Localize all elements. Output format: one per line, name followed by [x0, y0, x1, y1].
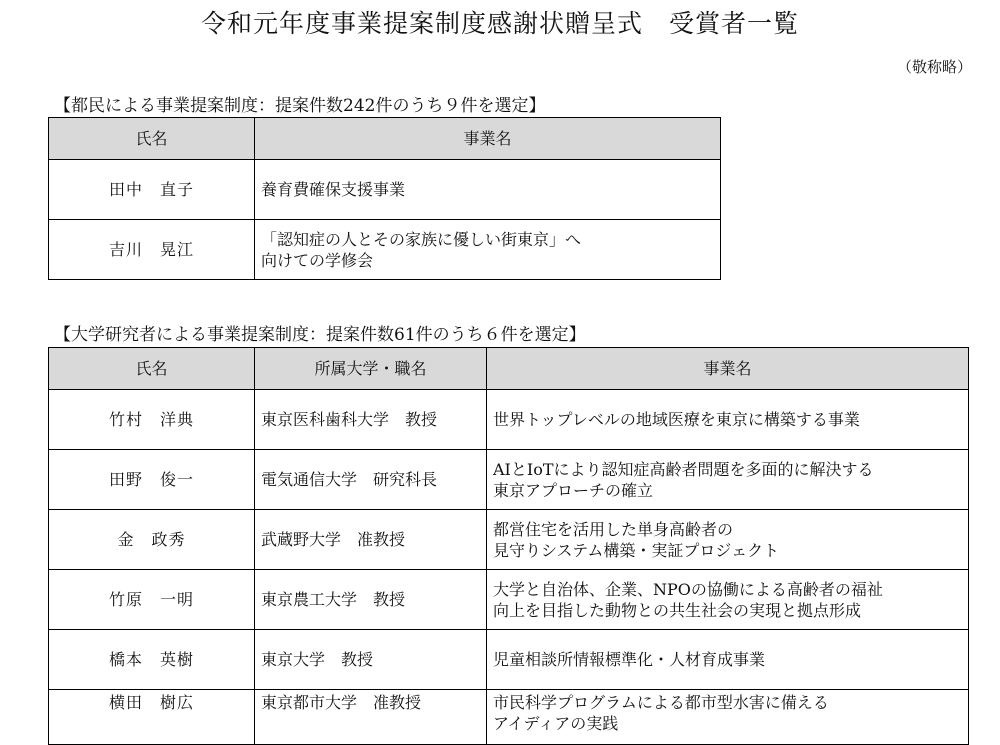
project-name: 世界トップレベルの地域医療を東京に構築する事業 [487, 390, 969, 450]
page-title: 令和元年度事業提案制度感謝状贈呈式 受賞者一覧 [200, 9, 799, 38]
table-row [49, 160, 721, 220]
awardee-name: 金 政秀 [49, 510, 255, 570]
awardee-name: 橋本 英樹 [49, 630, 255, 690]
citizen-proposals-table [48, 117, 721, 280]
table-row [49, 390, 969, 450]
project-name: 市民科学プログラムによる都市型水害に備える アイディアの実践 [487, 690, 969, 745]
section1-heading: 【都民による事業提案制度：提案件数242件のうち９件を選定】 [54, 96, 546, 116]
university-proposals-table [48, 347, 969, 745]
awardee-name: 竹村 洋典 [49, 390, 255, 450]
affiliation: 東京大学 教授 [255, 630, 487, 690]
project-name: 大学と自治体、企業、NPOの協働による高齢者の福祉 向上を目指した動物との共生社会の実現と拠点形成 [487, 570, 969, 630]
section2-heading: 【大学研究者による事業提案制度：提案件数61件のうち６件を選定】 [54, 325, 586, 345]
table-header-row [49, 118, 721, 160]
table-row [49, 690, 969, 745]
column-header-project: 事業名 [487, 348, 969, 390]
awardee-name: 田中 直子 [49, 160, 255, 220]
affiliation: 電気通信大学 研究科長 [255, 450, 487, 510]
table-header-row [49, 348, 969, 390]
project-name: 養育費確保支援事業 [255, 160, 721, 220]
column-header-name: 氏名 [49, 348, 255, 390]
column-header-name: 氏名 [49, 118, 255, 160]
table-row [49, 220, 721, 280]
awardee-name: 田野 俊一 [49, 450, 255, 510]
affiliation: 東京農工大学 教授 [255, 570, 487, 630]
table-row [49, 630, 969, 690]
project-name: AIとIoTにより認知症高齢者問題を多面的に解決する 東京アプローチの確立 [487, 450, 969, 510]
column-header-affiliation: 所属大学・職名 [255, 348, 487, 390]
table-row [49, 570, 969, 630]
awardee-name: 竹原 一明 [49, 570, 255, 630]
table-row [49, 510, 969, 570]
table-row [49, 450, 969, 510]
awardee-name: 横田 樹広 [49, 690, 255, 745]
affiliation: 武蔵野大学 准教授 [255, 510, 487, 570]
affiliation: 東京都市大学 准教授 [255, 690, 487, 745]
project-name: 「認知症の人とその家族に優しい街東京」へ 向けての学修会 [255, 220, 721, 280]
affiliation: 東京医科歯科大学 教授 [255, 390, 487, 450]
honorific-note: （敬称略） [897, 58, 973, 76]
project-name: 都営住宅を活用した単身高齢者の 見守りシステム構築・実証プロジェクト [487, 510, 969, 570]
project-name: 児童相談所情報標準化・人材育成事業 [487, 630, 969, 690]
column-header-project: 事業名 [255, 118, 721, 160]
awardee-name: 吉川 晃江 [49, 220, 255, 280]
